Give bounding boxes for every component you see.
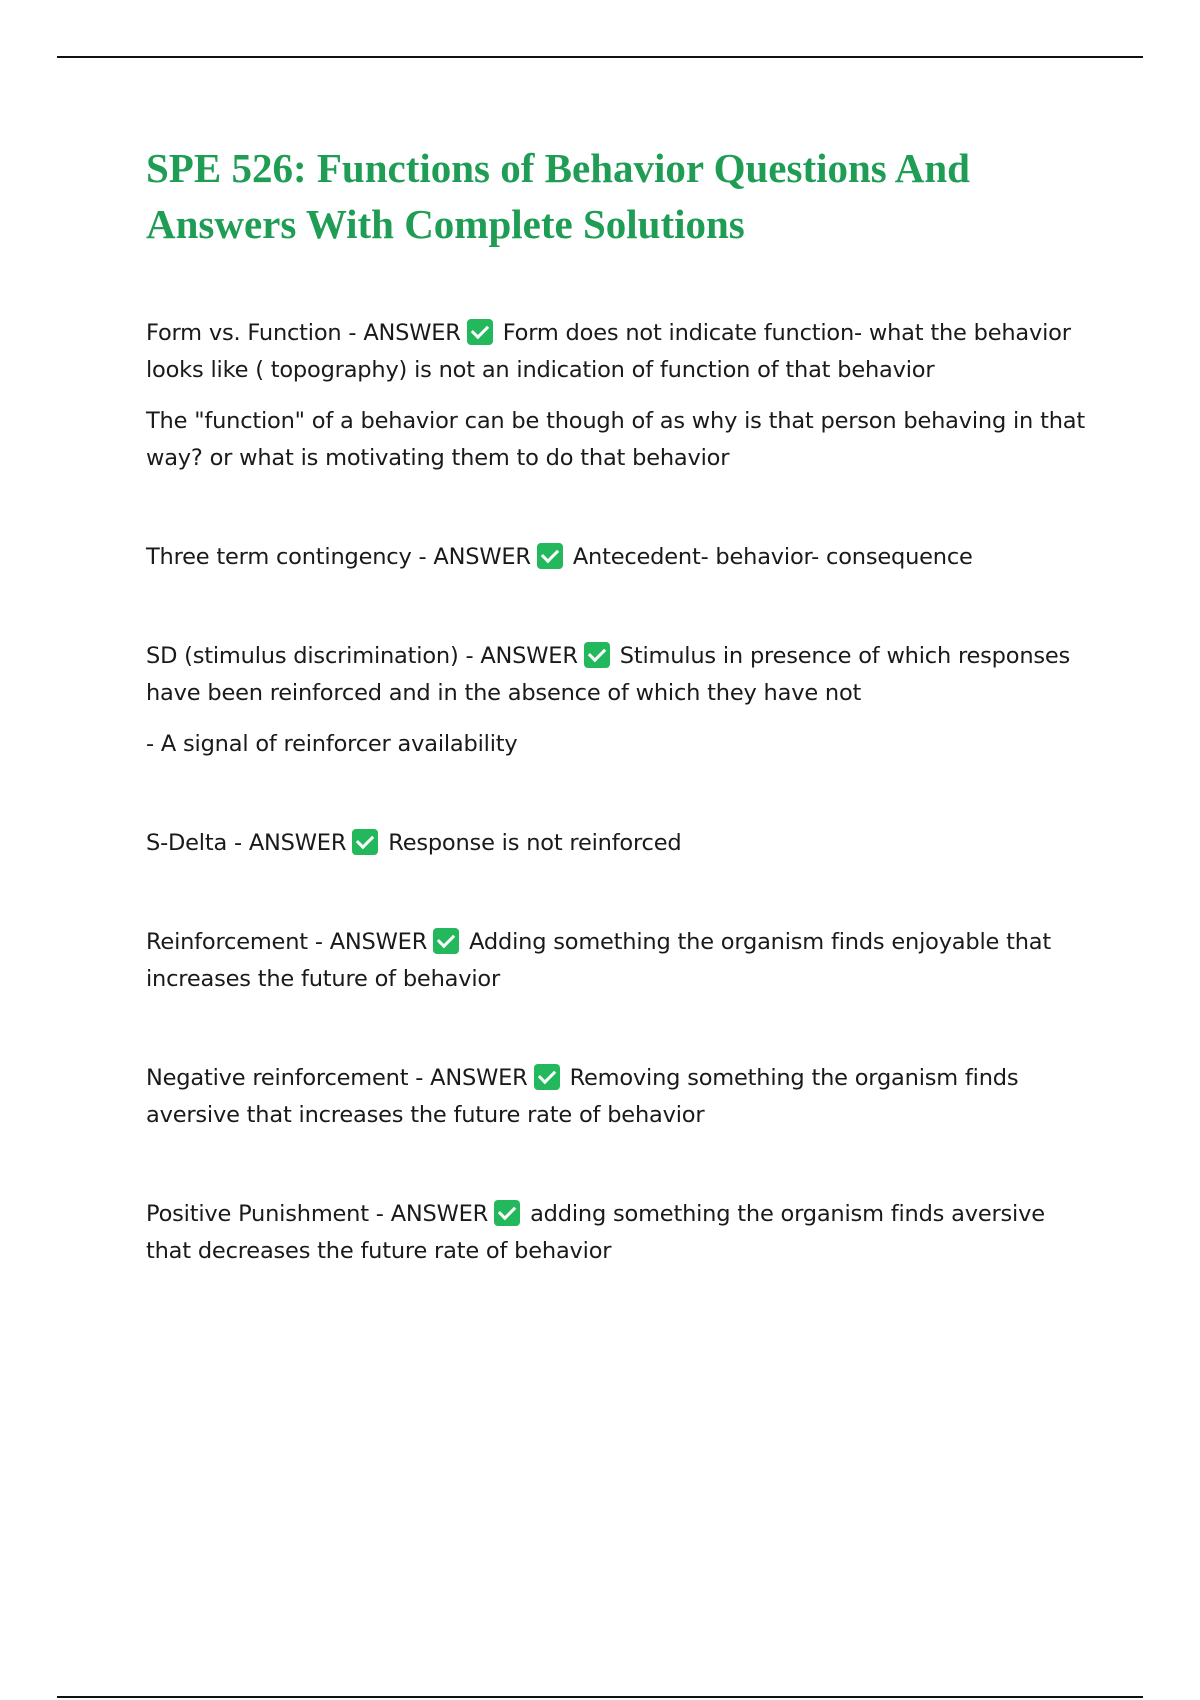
qa-answer-line: Three term contingency - ANSWER Antecedent- behavior- consequence bbox=[146, 544, 973, 570]
qa-answer-line: Positive Punishment - ANSWER adding something the organism finds aversive that decreases the future rate of behavior bbox=[146, 1201, 1045, 1264]
qa-answer-line: S-Delta - ANSWER Response is not reinforced bbox=[146, 830, 682, 856]
document-body bbox=[146, 140, 1086, 1332]
qa-list bbox=[146, 315, 1086, 1270]
qa-answer-line: Form vs. Function - ANSWER Form does not indicate function- what the behavior looks like ( topography) is not an indication of function of that behavior bbox=[146, 320, 1071, 383]
qa-answer-line: Reinforcement - ANSWER Adding something the organism finds enjoyable that increases the future of behavior bbox=[146, 929, 1052, 992]
qa-answer: Antecedent- behavior- consequence bbox=[572, 544, 973, 570]
qa-answer: adding something the organism finds aversive that decreases the future rate of behavior bbox=[146, 1201, 1045, 1264]
answer-marker: ANSWER bbox=[248, 830, 347, 856]
qa-term: Positive Punishment bbox=[146, 1201, 369, 1227]
qa-answer: Adding something the organism finds enjoyable that increases the future of behavior bbox=[146, 929, 1052, 992]
qa-extra: - A signal of reinforcer availability bbox=[146, 731, 518, 757]
check-icon bbox=[494, 1200, 520, 1226]
top-rule bbox=[57, 56, 1143, 58]
qa-item-positive-punishment bbox=[146, 1196, 1086, 1270]
qa-item-reinforcement bbox=[146, 924, 1086, 998]
qa-term: S-Delta bbox=[146, 830, 228, 856]
check-icon bbox=[584, 642, 610, 668]
check-icon bbox=[433, 928, 459, 954]
answer-marker: ANSWER bbox=[363, 320, 461, 346]
answer-marker: ANSWER bbox=[430, 1065, 528, 1091]
document-title: SPE 526: Functions of Behavior Questions And Answers With Complete Solutions bbox=[146, 145, 970, 247]
check-icon bbox=[467, 319, 493, 345]
qa-item-s-delta bbox=[146, 825, 1086, 862]
qa-extra: The "function" of a behavior can be though of as why is that person behaving in that way? or what is motivating them to do that behavior bbox=[146, 408, 1085, 471]
answer-marker: ANSWER bbox=[433, 544, 531, 570]
qa-item-form-vs-function bbox=[146, 315, 1086, 477]
qa-term: Three term contingency bbox=[146, 544, 412, 570]
qa-item-sd bbox=[146, 638, 1086, 763]
answer-marker: ANSWER bbox=[390, 1201, 489, 1227]
check-icon bbox=[537, 543, 563, 569]
bottom-rule bbox=[57, 1696, 1143, 1698]
check-icon bbox=[352, 829, 378, 855]
answer-marker: ANSWER bbox=[480, 643, 578, 669]
qa-item-negative-reinforcement bbox=[146, 1060, 1086, 1134]
qa-answer: Form does not indicate function- what the behavior looks like ( topography) is not an indication of function of that behavior bbox=[146, 320, 1071, 383]
qa-term: Form vs. Function bbox=[146, 320, 342, 346]
qa-answer: Removing something the organism finds aversive that increases the future rate of behavior bbox=[146, 1065, 1019, 1128]
qa-answer: Stimulus in presence of which responses have been reinforced and in the absence of which they have not bbox=[146, 643, 1071, 706]
qa-answer: Response is not reinforced bbox=[388, 830, 682, 856]
check-icon bbox=[534, 1064, 560, 1090]
qa-answer-line: SD (stimulus discrimination) - ANSWER Stimulus in presence of which responses have been reinforced and in the absence of which they have not bbox=[146, 643, 1071, 706]
qa-term: SD (stimulus discrimination) bbox=[146, 643, 459, 669]
answer-marker: ANSWER bbox=[329, 929, 428, 955]
qa-item-three-term-contingency bbox=[146, 539, 1086, 576]
qa-answer-line: Negative reinforcement - ANSWER Removing something the organism finds aversive that increases the future rate of behavior bbox=[146, 1065, 1019, 1128]
qa-term: Negative reinforcement bbox=[146, 1065, 409, 1091]
qa-term: Reinforcement bbox=[146, 929, 308, 955]
